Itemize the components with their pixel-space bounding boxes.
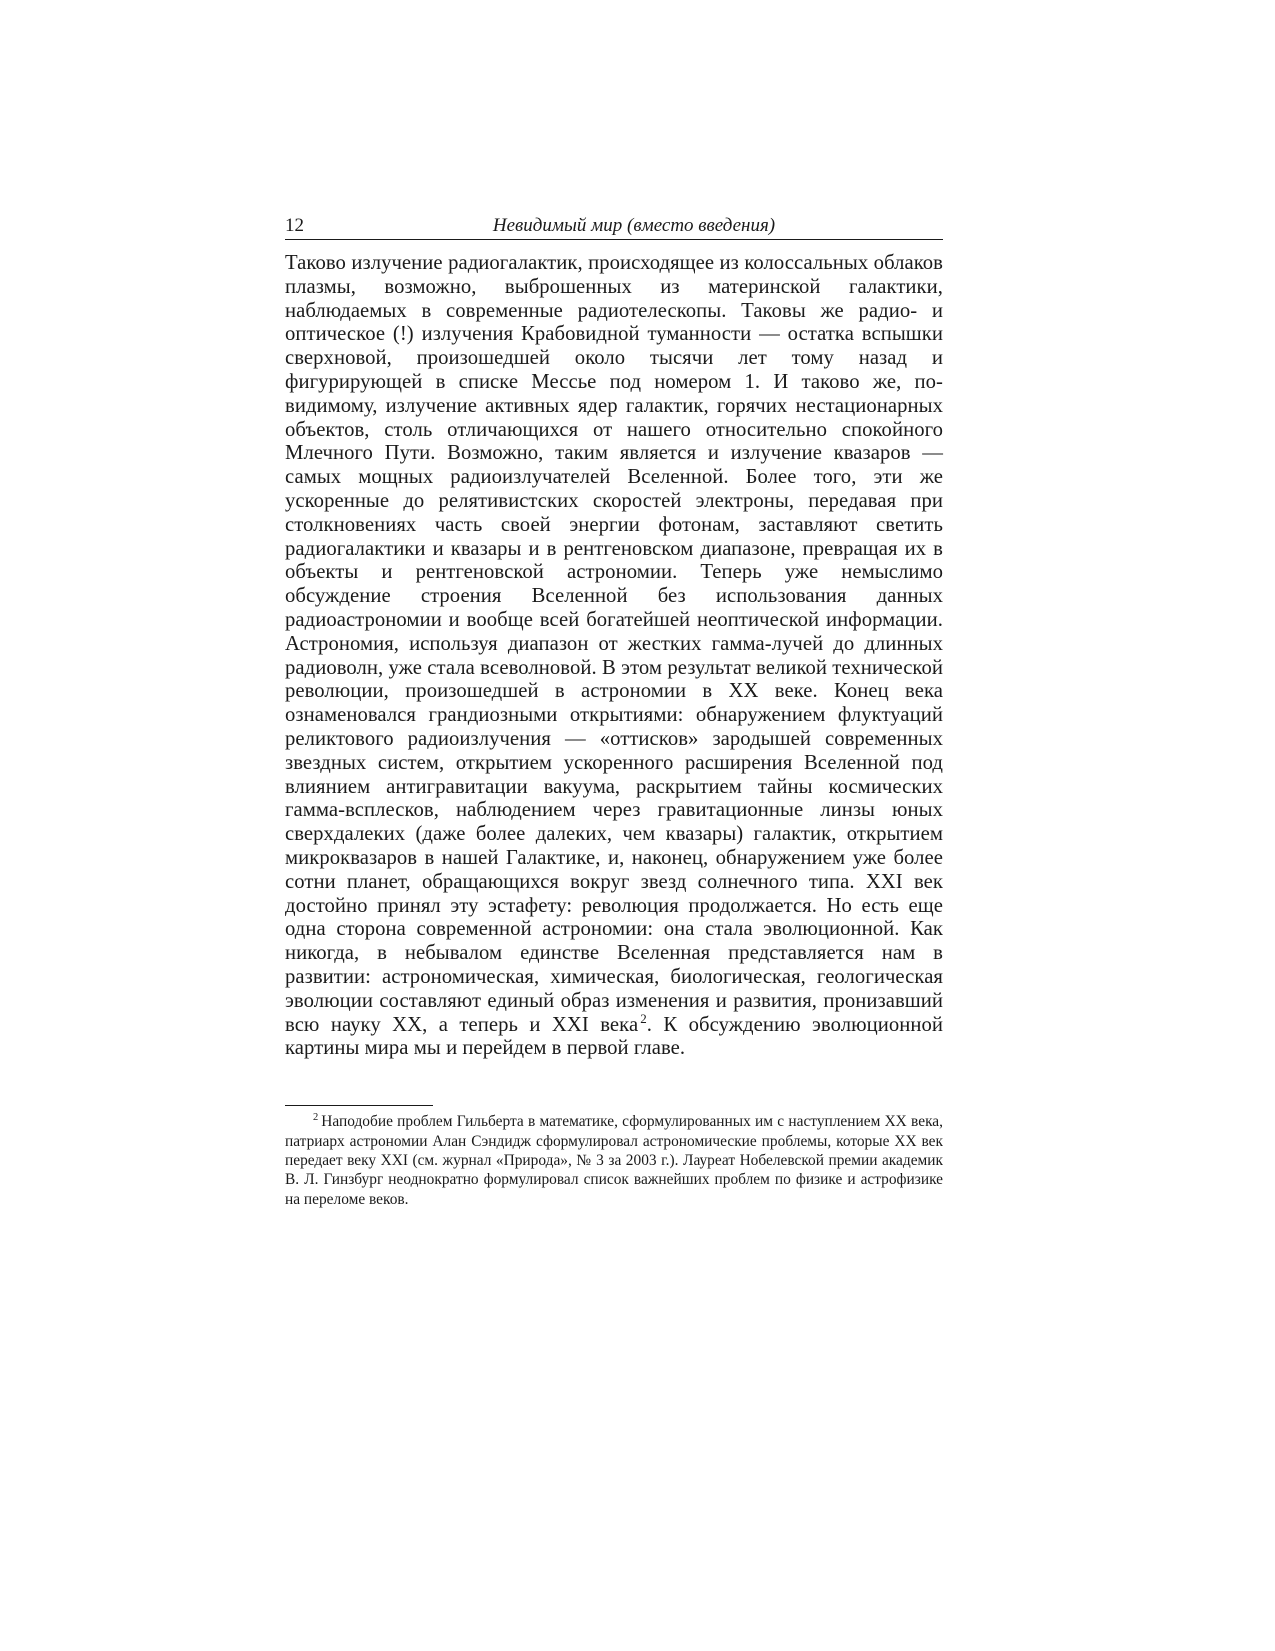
footnote-text: Наподобие проблем Гильберта в математике, сформулированных им с наступлением XX века, патриарх астрономии Алан Сэндидж сформулировал астрономические проблемы, которые XX век передает веку XXI (см. журнал «Природа», № 3 за 2003 г.). Лауреат Нобелевской премии академик В. Л. Гинзбург неоднократно формулировал список важнейших проблем по физике и астрофизике на переломе веков. <box>285 1113 943 1208</box>
book-page <box>285 213 943 1209</box>
footnote <box>285 1112 943 1209</box>
paragraph-text-end: . К обсуждению эволюционной картины мира мы и перейдем в первой главе. <box>285 1013 943 1060</box>
paragraph-text: Таково излучение радиогалактик, происходящее из колоссальных облаков плазмы, возможно, выброшенных из материнской галактики, наблюдаемых в современные радиотелескопы. Таковы же радио- и оптическое (!) излучения Крабовидной туманности — остатка вспышки сверхновой, произошедшей около тысячи лет тому назад и фигурирующей в списке Мессье под номером 1. И таково же, по-видимому, излучение активных ядер галактик, горячих нестационарных объектов, столь отличающихся от нашего относительно спокойного Млечного Пути. Возможно, таким является и излучение квазаров — самых мощных радиоизлучателей Вселенной. Более того, эти же ускоренные до релятивистских скоростей электроны, передавая при столкновениях часть своей энергии фотонам, заставляют светить радиогалактики и квазары и в рентгеновском диапазоне, превращая их в объекты и рентгеновской астрономии. Теперь уже немыслимо обсуждение строения Вселенной без использования данных радиоастрономии и вообще всей богатейшей неоптической информации. Астрономия, используя диапазон от жестких гамма-лучей до длинных радиоволн, уже стала всеволновой. В этом результат великой технической революции, произошедшей в астрономии в XX веке. Конец века ознаменовался грандиозными открытиями: обнаружением флуктуаций реликтового радиоизлучения — «оттисков» зародышей современных звездных систем, открытием ускоренного расширения Вселенной под влиянием антигравитации вакуума, раскрытием тайны космических гамма-всплесков, наблюдением через гравитационные линзы юных сверхдалеких (даже более далеких, чем квазары) галактик, открытием микроквазаров в нашей Галактике, и, наконец, обнаружением уже более сотни планет, обращающихся вокруг звезд солнечного типа. XXI век достойно принял эту эстафету: революция продолжается. Но есть еще одна сторона современной астрономии: она стала эволюционной. Как никогда, в небывалом единстве Вселенная представляется нам в развитии: астрономическая, химическая, биологическая, геологическая эволюции составляют единый образ изменения и развития, пронизавший всю науку XX, а теперь и XXI века <box>285 252 943 1036</box>
main-text <box>285 252 943 1061</box>
footnote-reference[interactable]: 2 <box>640 1010 647 1026</box>
paragraph <box>285 252 943 1061</box>
running-head <box>285 213 943 240</box>
footnote-mark: 2 <box>313 1111 319 1123</box>
running-title: Невидимый мир (вместо введения) <box>492 215 776 236</box>
page-number: 12 <box>285 215 304 236</box>
footnote-divider <box>285 1105 433 1106</box>
